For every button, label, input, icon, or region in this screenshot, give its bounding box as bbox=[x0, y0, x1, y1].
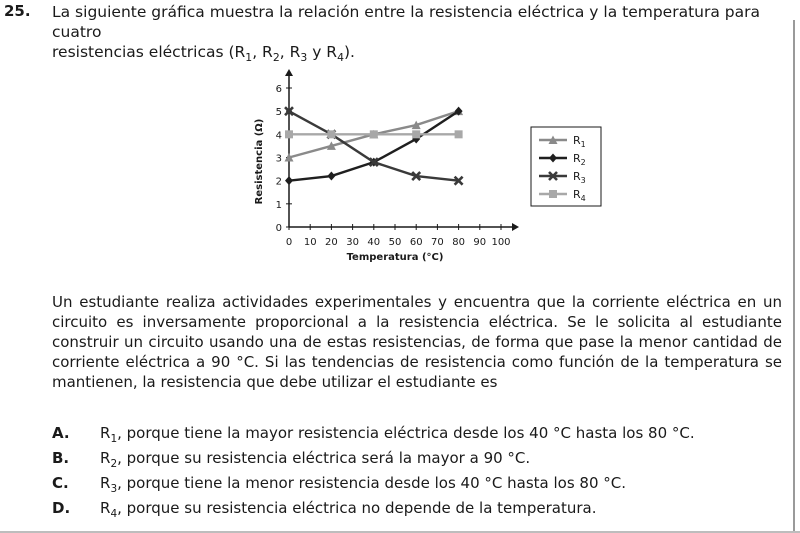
legend-label-r3: $R_3$ bbox=[573, 170, 586, 185]
y-tick-label: 1 bbox=[275, 199, 282, 211]
stem-line-1: La siguiente gráfica muestra la relación entre la resistencia eléctrica y la temperatura para cuatro bbox=[52, 3, 760, 41]
y-tick-label: 6 bbox=[275, 84, 282, 95]
option-a[interactable]: A. $R_1$, porque tiene la mayor resistencia eléctrica desde los 40 °C hasta los 80 °C. bbox=[52, 424, 695, 445]
x-tick-label: 90 bbox=[473, 237, 487, 248]
legend-label-r4: $R_4$ bbox=[573, 188, 586, 203]
x-axis-arrow bbox=[512, 223, 519, 231]
x-tick-label: 50 bbox=[388, 237, 402, 248]
y-tick-label: 4 bbox=[275, 130, 282, 142]
x-tick-label: 100 bbox=[491, 237, 511, 248]
data-point-r2 bbox=[285, 176, 293, 185]
x-tick-label: 60 bbox=[409, 237, 423, 248]
data-point-r2 bbox=[327, 172, 335, 181]
y-tick-label: 2 bbox=[275, 176, 282, 188]
y-tick-label: 0 bbox=[275, 223, 282, 234]
data-point-r4 bbox=[412, 130, 420, 138]
x-tick-label: 10 bbox=[303, 237, 317, 248]
legend-marker-r4 bbox=[549, 190, 557, 198]
page-edge-right bbox=[793, 20, 795, 533]
data-point-r4 bbox=[455, 130, 463, 138]
option-c[interactable]: C. $R_3$, porque tiene la menor resistencia desde los 40 °C hasta los 80 °C. bbox=[52, 474, 626, 495]
y-axis-arrow bbox=[285, 69, 293, 76]
data-point-r4 bbox=[285, 130, 293, 138]
x-tick-label: 30 bbox=[346, 237, 359, 248]
data-point-r4 bbox=[327, 130, 335, 138]
series-line-r3 bbox=[289, 111, 459, 181]
x-tick-label: 70 bbox=[431, 237, 444, 248]
data-point-r4 bbox=[370, 130, 378, 138]
stem-line-2: resistencias eléctricas ($R_1$, $R_2$, $R_3$ y $R_4$). bbox=[52, 43, 355, 65]
y-axis-label: Resistencia (Ω) bbox=[254, 118, 265, 205]
question-number: 25. bbox=[4, 2, 31, 20]
legend-label-r1: $R_1$ bbox=[573, 134, 586, 149]
y-tick-label: 5 bbox=[275, 107, 282, 119]
x-tick-label: 20 bbox=[325, 237, 338, 248]
question-body: Un estudiante realiza actividades experimentales y encuentra que la corriente eléctrica en un circuito es inversamente proporcional a la resistencia eléctrica. Se le solicita al estudiante construir un circuito usando una de estas resistencias, de forma que pase la menor cantidad de corriente eléctrica a 90 °C. Si las tendencias de resistencia como función de la temperatura se mantienen, la resistencia que debe utilizar el estudiante es bbox=[52, 293, 782, 391]
option-b[interactable]: B. $R_2$, porque su resistencia eléctrica será la mayor a 90 °C. bbox=[52, 449, 531, 470]
x-tick-label: 40 bbox=[367, 237, 381, 248]
series-line-r2 bbox=[289, 111, 459, 181]
option-d[interactable]: D. $R_4$, porque su resistencia eléctrica no depende de la temperatura. bbox=[52, 499, 597, 520]
x-tick-label: 80 bbox=[452, 237, 465, 248]
y-tick-label: 3 bbox=[275, 153, 282, 165]
x-tick-label: 0 bbox=[285, 237, 293, 248]
x-axis-label: Temperatura (°C) bbox=[346, 252, 444, 263]
legend-label-r2: $R_2$ bbox=[573, 152, 586, 167]
